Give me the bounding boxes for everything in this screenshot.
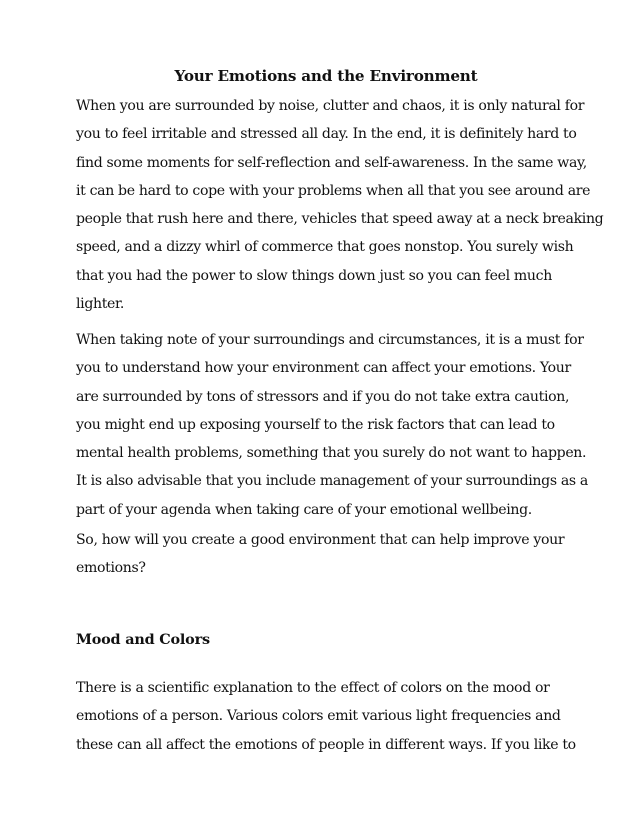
paragraph-line: There is a scientific explanation to the effect of colors on the mood or (76, 680, 550, 696)
paragraph-line: part of your agenda when taking care of your emotional wellbeing. (76, 501, 532, 518)
paragraph-line: So, how will you create a good environment that can help improve your (76, 532, 565, 548)
paragraph-line: it can be hard to cope with your problems when all that you see around are (76, 182, 591, 199)
paragraph-line: When you are surrounded by noise, clutter and chaos, it is only natural for (76, 98, 585, 114)
document-title: Your Emotions and the Environment (174, 67, 478, 85)
paragraph-line: people that rush here and there, vehicles that speed away at a neck breaking (76, 211, 604, 228)
paragraph-4 (76, 674, 576, 759)
paragraph-line: mental health problems, something that you surely do not want to happen. (76, 445, 587, 462)
paragraph-line: emotions? (76, 560, 146, 577)
paragraph-3 (76, 526, 576, 583)
paragraph-line: It is also advisable that you include management of your surroundings as a (76, 473, 588, 490)
paragraph-line: you might end up exposing yourself to the risk factors that can lead to (76, 416, 555, 433)
paragraph-line: you to feel irritable and stressed all day. In the end, it is definitely hard to (76, 126, 577, 143)
paragraph-line: that you had the power to slow things down just so you can feel much (76, 267, 552, 284)
paragraph-line: emotions of a person. Various colors emit various light frequencies and (76, 708, 561, 725)
paragraph-1 (76, 92, 604, 318)
document-page (76, 66, 576, 86)
section-mood-and-colors (76, 630, 576, 650)
section-heading: Mood and Colors (76, 631, 210, 648)
paragraph-2 (76, 326, 588, 524)
paragraph-line: these can all affect the emotions of people in different ways. If you like to (76, 736, 576, 753)
paragraph-line: When taking note of your surroundings and circumstances, it is a must for (76, 332, 584, 348)
paragraph-line: speed, and a dizzy whirl of commerce that goes nonstop. You surely wish (76, 239, 574, 256)
paragraph-line: find some moments for self-reflection and self-awareness. In the same way, (76, 154, 587, 171)
paragraph-line: are surrounded by tons of stressors and if you do not take extra caution, (76, 388, 570, 405)
paragraph-line: lighter. (76, 296, 124, 313)
paragraph-line: you to understand how your environment can affect your emotions. Your (76, 360, 571, 377)
